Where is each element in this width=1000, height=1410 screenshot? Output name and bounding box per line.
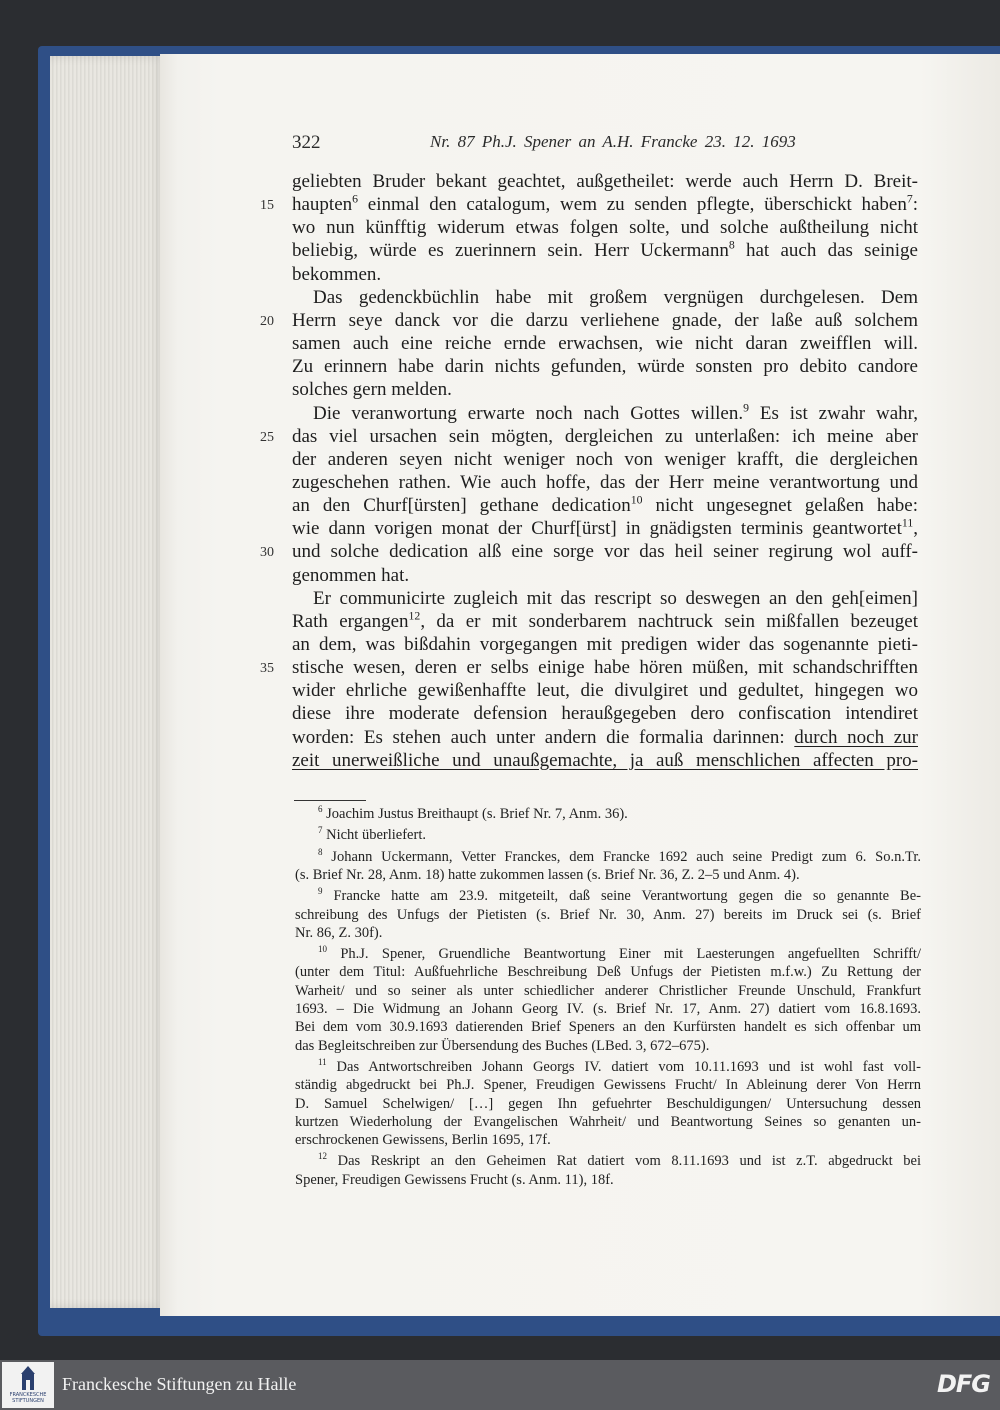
footnote-line	[295, 924, 921, 942]
text-run: Warheit/ und so seiner als unter schiedlicher anderer Christlicher Freunde Unschuld, Frankfurt	[295, 982, 921, 999]
text-run: Francke hatte am 23.9. mitgeteilt, daß seine Verantwortung gegen die so genannte Be-	[322, 888, 921, 905]
line-number: 25	[260, 429, 274, 445]
text-run: (unter dem Titul: Außfuehrliche Beschreibung Deß Unfugs der Pietisten m.f.w.) Zu Rettung der	[295, 964, 921, 981]
body-line	[292, 540, 918, 564]
text-run: Ph.J. Spener, Gruendliche Beantwortung Einer mit Laesterungen angefuellten Schrifft/	[326, 946, 921, 963]
text-run: kurtzen Wiederholung der Evangelischen Wahrheit/ und Beantwortung Seines so genanten un-	[295, 1113, 921, 1130]
body-line	[292, 749, 918, 773]
body-line	[313, 286, 918, 310]
body-line	[292, 471, 918, 495]
logo-text-line-2: STIFTUNGEN	[12, 1398, 44, 1404]
footnote-line	[295, 1113, 921, 1131]
line-number: 20	[260, 313, 274, 329]
underlined-text: durch noch zur	[794, 726, 918, 748]
text-run: Zu erinnern habe darin nichts gefunden, würde sonsten pro debito candore	[292, 356, 918, 378]
footnote-ref: 11	[318, 1057, 327, 1068]
body-line	[292, 239, 918, 263]
footnote-ref: 9	[743, 401, 749, 415]
page-header	[292, 132, 922, 156]
footnote-line	[295, 1131, 921, 1149]
text-run: das viel ursachen sein mögten, dergleichen zu unterlaßen: ich meine aber	[292, 425, 918, 447]
footnote-line	[318, 945, 921, 963]
text-run: solches gern melden.	[292, 379, 452, 401]
footnote-ref: 7	[906, 192, 913, 206]
text-run: Joachim Justus Breithaupt (s. Brief Nr. 7, Anm. 36).	[322, 806, 628, 822]
text-run: Das Reskript an den Geheimen Rat datiert vom 8.11.1693 und ist z.T. abgedruckt bei	[326, 1153, 921, 1170]
footnote-line	[318, 1058, 921, 1076]
footnote-ref: 7	[318, 825, 323, 836]
text-run: Herrn seye danck vor die darzu verliehene gnade, der laße auß solchem	[292, 309, 918, 331]
text-run: schreibung des Unfugs der Pietisten (s. Brief Nr. 30, Anm. 27) bereits im Druck sei (s. Brief	[295, 906, 921, 923]
logo-text	[2, 1392, 54, 1404]
text-run: Nr. 86, Z. 30f).	[295, 924, 383, 941]
body-line	[292, 193, 918, 217]
underlined-text: zeit unerweißliche und unaußgemachte, ja auß menschlichen affecten pro-	[292, 749, 918, 771]
text-run: und solche dedication alß eine sorge vor das heil seiner regirung wol auff-	[292, 541, 918, 563]
text-run: Nicht überliefert.	[322, 827, 426, 844]
footnote-line	[295, 1095, 921, 1113]
text-run: Johann Uckermann, Vetter Franckes, dem Francke 1692 auch seine Predigt zum 6. So.n.Tr.	[322, 848, 921, 865]
line-number: 35	[260, 661, 274, 677]
text-run: 1693. – Die Widmung an Johann Georg IV. (s. Brief Nr. 17, Anm. 27) datiert vom 16.8.1693.	[295, 1001, 921, 1017]
text-run: ,	[913, 518, 918, 540]
text-run: , da er mit sonderbarem nachtruck sein mißfallen bezeuget	[420, 610, 918, 632]
text-run: bekommen.	[292, 263, 382, 285]
body-line	[292, 425, 918, 449]
footnote-line	[295, 963, 921, 981]
footnote-ref: 11	[901, 516, 914, 530]
text-run: stische wesen, deren er selbs einige habe hören müßen, mit schandschrifften	[292, 657, 918, 679]
body-line	[292, 332, 918, 356]
body-line	[292, 448, 918, 472]
footer-title[interactable]: Franckesche Stiftungen zu Halle	[62, 1374, 297, 1394]
text-run: genommen hat.	[292, 564, 410, 586]
text-run: Bei dem vom 30.9.1693 datierenden Brief Speners an den Kurfürsten handelt es sich offenbar um	[295, 1019, 921, 1036]
dfg-logo[interactable]: DFG	[936, 1370, 990, 1398]
footnote-ref: 6	[318, 804, 323, 815]
body-line	[313, 587, 918, 611]
text-run: das Begleitschreiben zur Übersendung des Buches (LBed. 3, 672–675).	[295, 1037, 710, 1054]
footnote-ref: 12	[318, 1151, 327, 1162]
text-run: Er communicirte zugleich mit das rescript so deswegen an den geh[eimen]	[313, 587, 918, 609]
footnote-line	[295, 906, 921, 924]
text-run: geliebten Bruder bekant geachtet, außgetheilet: werde auch Herrn D. Breit-	[292, 171, 918, 192]
footnote-line	[318, 826, 921, 844]
footnote-line	[318, 887, 921, 905]
body-line	[292, 702, 918, 726]
text-run: :	[912, 194, 918, 216]
viewer-footer	[0, 1360, 1000, 1410]
text-run: beliebig, würde es zuerinnern sein. Herr Uckermann	[292, 240, 729, 262]
body-line	[313, 402, 918, 426]
text-run: hat auch das seinige	[734, 240, 918, 262]
text-run: Es ist zwahr wahr,	[748, 402, 918, 424]
footnote-ref: 9	[318, 886, 323, 897]
text-run: ständig abgedruckt bei Ph.J. Spener, Freudigen Gewissens Frucht/ In Ableinung derer Von Herrn	[295, 1077, 921, 1094]
body-line	[292, 726, 918, 750]
text-run: samen auch eine reiche ernde erwachsen, wie nicht daran zweifflen will.	[292, 333, 918, 355]
body-line	[292, 378, 918, 402]
franckesche-stiftungen-logo[interactable]	[2, 1362, 54, 1408]
footnote-line	[295, 866, 921, 884]
body-line	[292, 610, 918, 634]
text-run: Spener, Freudigen Gewissens Frucht (s. Anm. 11), 18f.	[295, 1171, 614, 1188]
text-run: erschrockenen Gewissens, Berlin 1695, 17f.	[295, 1132, 551, 1149]
text-run: Rath ergangen	[292, 610, 409, 632]
body-line	[292, 656, 918, 680]
footnote-line	[295, 1018, 921, 1036]
running-head: Nr. 87 Ph.J. Spener an A.H. Francke 23. 12. 1693	[430, 132, 796, 151]
footnote-line	[318, 848, 921, 866]
page-edges	[50, 56, 165, 1308]
text-run: diese ihre moderate defension heraußgegeben dero confiscation intendiret	[292, 703, 918, 725]
footnote-line	[318, 805, 921, 823]
text-run: zugeschehen rathen. Wie auch hoffe, das der Herr meine verantwortung und	[292, 471, 918, 493]
footnote-line	[295, 1000, 921, 1018]
body-line	[292, 517, 918, 541]
footnote-line	[318, 1152, 921, 1170]
footnote-ref: 8	[318, 846, 323, 857]
text-run: worden: Es stehen auch unter andern die formalia darinnen:	[292, 726, 795, 748]
body-line	[292, 216, 918, 240]
footnote-ref: 8	[728, 239, 735, 253]
body-line	[292, 309, 918, 333]
text-run: (s. Brief Nr. 28, Anm. 18) hatte zukommen lassen (s. Brief Nr. 36, Z. 2–5 und Anm. 4).	[295, 866, 800, 883]
text-run: D. Samuel Schelwigen/ […] gegen Ihn gefuehrter Beschuldigungen/ Untersuchung dessen	[295, 1095, 921, 1112]
logo-text-line-1: FRANCKESCHE	[9, 1392, 47, 1398]
footnote-ref: 10	[630, 493, 643, 507]
body-line	[292, 679, 918, 703]
text-run: der anderen seyen nicht weniger noch von weniger krafft, die dergleichen	[292, 448, 918, 470]
footnote-line	[295, 1171, 921, 1189]
footnote-ref: 12	[408, 609, 421, 623]
footnote-ref: 6	[352, 192, 359, 206]
text-run: einmal den catalogum, wem zu senden pflegte, überschickt haben	[358, 194, 907, 216]
text-run: wo nun künfftig widerum etwas folgen solte, und solche außtheilung nicht	[292, 217, 918, 239]
body-line	[292, 170, 918, 194]
text-run: an den Churf[ürsten] gethane dedication	[292, 495, 631, 517]
line-number: 30	[260, 545, 274, 561]
footnote-rule	[294, 800, 366, 801]
text-run: Die veranwortung erwarte noch nach Gottes willen.	[313, 402, 744, 424]
text-run: Das Antwortschreiben Johann Georgs IV. datiert vom 10.11.1693 und ist wohl fast voll-	[326, 1058, 921, 1075]
footnote-line	[295, 1076, 921, 1094]
body-line	[292, 564, 918, 588]
body-line	[292, 633, 918, 657]
body-line	[292, 355, 918, 379]
text-run: haupten	[292, 194, 353, 216]
text-run: Das gedenckbüchlin habe mit großem vergnügen durchgelesen. Dem	[313, 286, 918, 308]
text-run: wider ehrliche gewißenhaffte leut, die divulgiret und gedultet, hingegen wo	[292, 680, 918, 702]
footnote-line	[295, 1037, 921, 1055]
text-run: an dem, was bißdahin vorgegangen mit predigen wider das sogenannte pieti-	[292, 634, 918, 655]
text-run: nicht ungesegnet gelaßen habe:	[642, 495, 919, 517]
footnote-line	[295, 982, 921, 1000]
body-line	[292, 494, 918, 518]
footnote-ref: 10	[318, 944, 327, 955]
page-number: 322	[292, 132, 321, 153]
body-line	[292, 263, 918, 287]
text-run: wie dann vorigen monat der Churf[ürst] in gnädigsten terminis geantwortet	[292, 518, 902, 540]
building-icon	[20, 1366, 36, 1390]
line-number: 15	[260, 198, 274, 214]
